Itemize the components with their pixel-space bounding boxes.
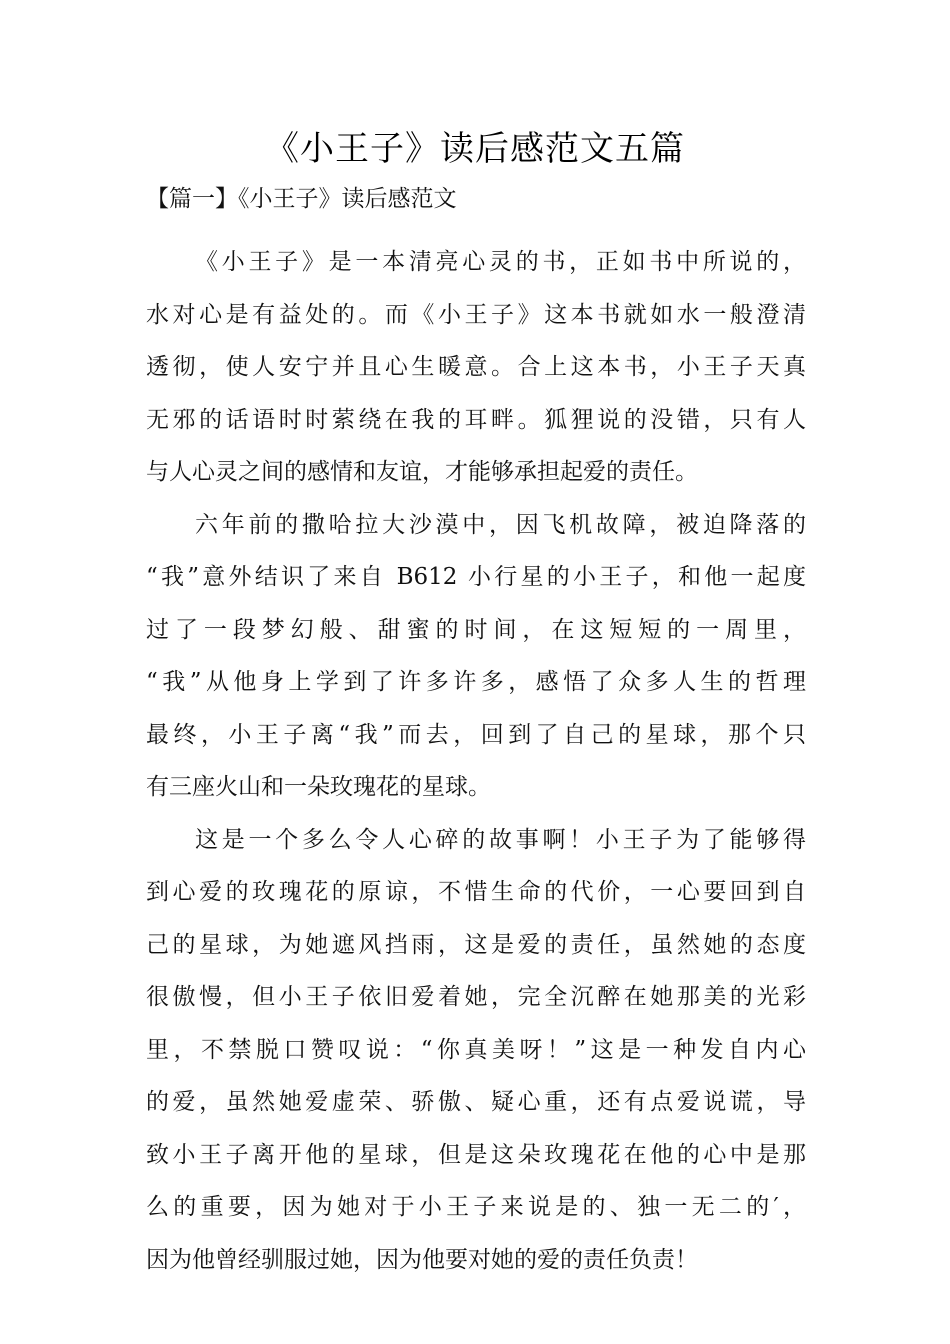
section-heading: 【篇一】《小王子》读后感范文: [146, 186, 457, 212]
text-line: 有三座火山和一朵玫瑰花的星球。: [146, 774, 491, 800]
text-line: “我”意外结识了来自 B612 小行星的小王子，和他一起度: [146, 564, 806, 590]
text-line: 里，不禁脱口赞叹说：“你真美呀！”这是一种发自内心: [146, 1036, 806, 1063]
text-line: 的爱，虽然她爱虚荣、骄傲、疑心重，还有点爱说谎，导: [146, 1089, 806, 1115]
text-line: 己的星球，为她遮风挡雨，这是爱的责任，虽然她的态度: [146, 931, 806, 958]
text-line: 与人心灵之间的感情和友谊，才能够承担起爱的责任。: [146, 459, 698, 485]
text-line: “我”从他身上学到了许多许多，感悟了众多人生的哲理: [146, 669, 806, 695]
text-line: 致小王子离开他的星球，但是这朵玫瑰花在他的心中是那: [146, 1141, 806, 1168]
text-line: 《小王子》是一本清亮心灵的书，正如书中所说的，: [195, 249, 806, 275]
text-line: 最终，小王子离“我”而去，回到了自己的星球，那个只: [146, 721, 806, 748]
document-title: 《小王子》读后感范文五篇: [265, 129, 685, 169]
text-line: 到心爱的玫瑰花的原谅，不惜生命的代价，一心要回到自: [146, 879, 806, 905]
text-line: 六年前的撒哈拉大沙漠中，因飞机故障，被迫降落的: [195, 511, 806, 538]
text-line: 透彻，使人安宁并且心生暖意。合上这本书，小王子天真: [146, 354, 806, 380]
text-line: 很傲慢，但小王子依旧爱着她，完全沉醉在她那美的光彩: [146, 984, 806, 1010]
text-line: 因为他曾经驯服过她，因为他要对她的爱的责任负责！: [146, 1246, 698, 1273]
text-line: 无邪的话语时时萦绕在我的耳畔。狐狸说的没错，只有人: [146, 406, 806, 433]
body-text: [146, 236, 806, 1286]
text-line: 么的重要，因为她对于小王子来说是的、独一无二的′，: [146, 1194, 806, 1220]
text-line: 水对心是有益处的。而《小王子》这本书就如水一般澄清: [146, 301, 806, 328]
text-line: 过了一段梦幻般、甜蜜的时间，在这短短的一周里，: [146, 616, 806, 643]
text-line: 这是一个多么令人心碎的故事啊！小王子为了能够得: [195, 826, 806, 853]
